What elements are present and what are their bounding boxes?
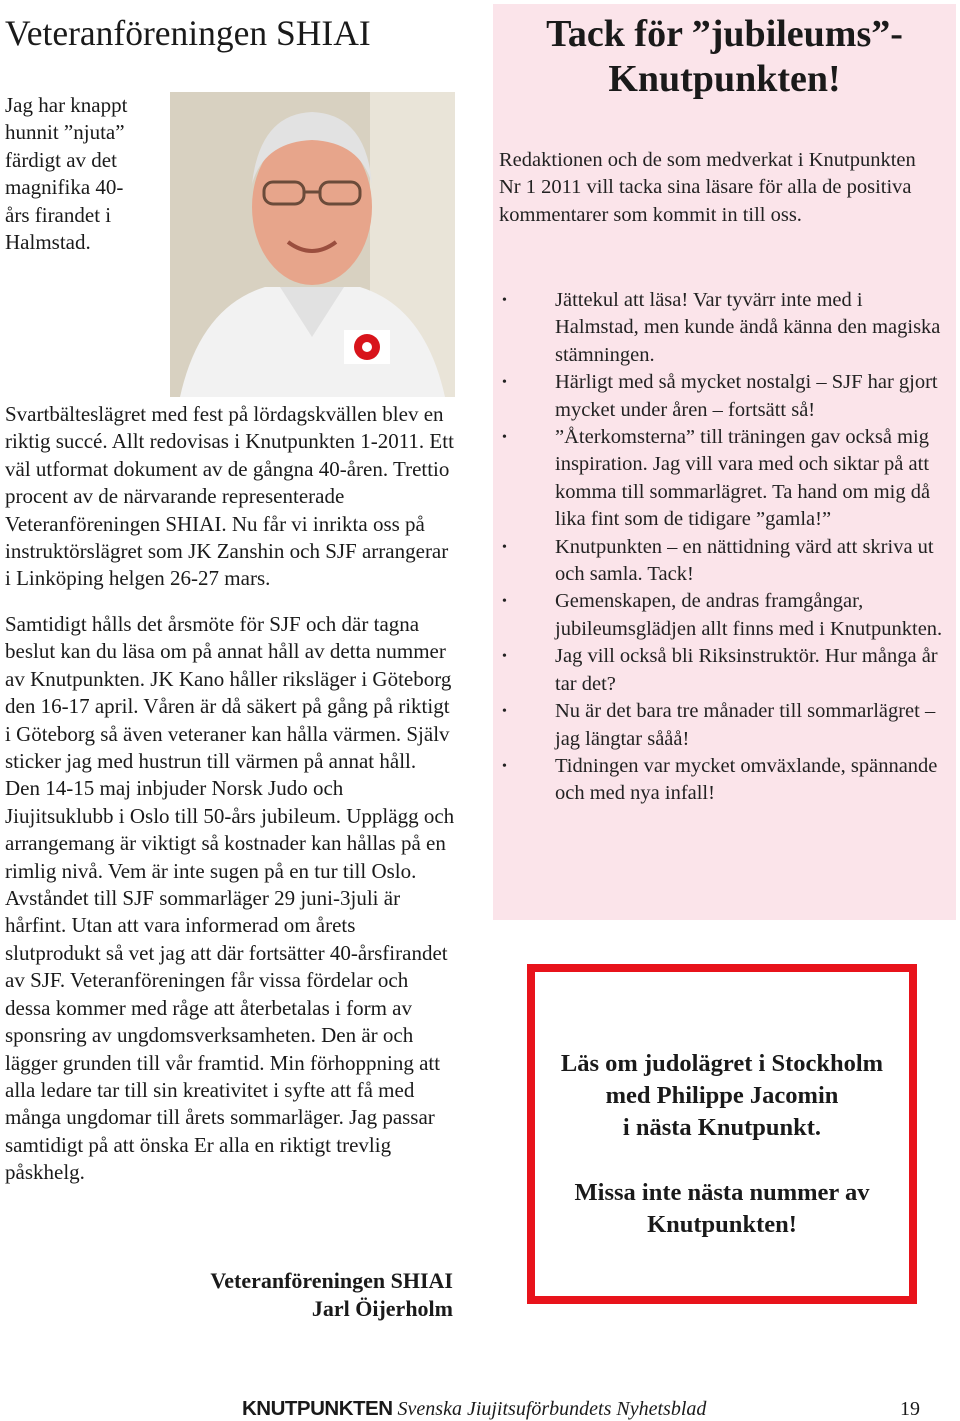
list-item: • Jag vill också bli Riksinstruktör. Hur många år tar det? [502, 645, 938, 695]
list-item: • Tidningen var mycket omväxlande, spännande och med nya infall! [502, 754, 938, 805]
footer-brand: KNUTPUNKTEN [242, 1397, 393, 1420]
promo-line-4: Missa inte nästa nummer av [574, 1179, 870, 1206]
reader-quotes-list [493, 287, 956, 808]
bullet-icon: • [502, 649, 507, 665]
next-issue-promo-box [527, 964, 917, 1304]
thanks-box [493, 4, 956, 920]
bullet-icon: • [502, 293, 507, 308]
promo-block-2 [535, 1177, 909, 1241]
signature-author: Jarl Öijerholm [311, 1296, 453, 1321]
list-item: • Knutpunkten – en nättidning värd att skriva ut och samla. Tack! [502, 535, 934, 586]
page-number: 19 [900, 1398, 920, 1420]
paragraph-1-text: Jag har knappt hunnit ”njuta” färdigt av det magnifika 40-års firandet i Halmstad. Svartbälteslägret med fest på lördagskvällen blev en riktig succé. Allt redovisas i Knutpunkten 1-2011. Ett väl utformat dokument av de gångna 40-åren. Trettio procent av de närvarande representerade Veteranföreningen SHIAI. Nu får vi inrikta oss på instruktörslägret som JK Zanshin och SJF arrangerar i Linköping helgen 26-27 mars. [5, 93, 454, 591]
article-title: Veteranföreningen SHIAI [5, 13, 371, 53]
footer-subtitle: Svenska Jiujitsuförbundets Nyhetsblad [397, 1398, 707, 1420]
promo-line-2: med Philippe Jacomin [605, 1082, 839, 1109]
bullet-icon: • [502, 758, 507, 774]
promo-line-3: i nästa Knutpunkt. [622, 1114, 822, 1141]
article-paragraph-1 [5, 92, 455, 593]
bullet-icon: • [502, 375, 507, 391]
list-item: • ”Återkomsterna” till träningen gav också mig inspiration. Jag vill vara med och siktar på att komma till sommarlägret. Ta hand om mig då lika fint som de tidigare ”gamla!” [502, 426, 931, 531]
list-item: • Jättekul att läsa! Var tyvärr inte med i Halmstad, men kunde ändå känna den magiska stämningen. [502, 289, 941, 366]
article-paragraph-2: Samtidigt hålls det årsmöte för SJF och där tagna beslut kan du läsa om på annat håll av detta nummer av Knutpunkten. JK Kano håller riksläger i Göteborg den 16-17 april. Våren är då säkert på gång på riktigt i Göteborg så även veteraner kan hålla värmen. Själv sticker jag med hustrun till värmen på annat håll. Den 14-15 maj inbjuder Norsk Judo och Jiujitsuklubb i Oslo till 50-års jubileum. Upplägg och arrangemang är viktigt så kostnader kan hållas på en rimlig nivå. Vem är inte sugen på en tur till Oslo. Avståndet till SJF sommarläger 29 juni-3juli är hårfint. Utan att vara informerad om årets slutprodukt så vet jag att där fortsätter 40-årsfirandet av SJF. Veteranföreningen får vissa fördelar och dessa kommer med råge att återbetalas i form av sponsring av ungdomsverksamheten. Den är och lägger grunden till vår framtid. Min förhoppning att alla ledare tar till sin kreativitet i syfte att få med många ungdomar till årets sommarläger. Jag passar samtidigt på att önska Er alla en riktigt trevlig påskhelg. [5, 612, 455, 1185]
thanks-title: Tack för ”jubileums”-Knutpunkten! [546, 13, 903, 100]
promo-block-1 [535, 1048, 909, 1144]
bullet-icon: • [502, 704, 507, 720]
bullet-icon: • [502, 594, 507, 610]
promo-line-1: Läs om judolägret i Stockholm [560, 1050, 884, 1077]
portrait-photo-icon [170, 92, 455, 397]
thanks-intro: Redaktionen och de som medverkat i Knutpunkten Nr 1 2011 vill tacka sina läsare för alla de positiva kommentarer som kommit in till oss. [499, 149, 916, 226]
bullet-icon: • [502, 539, 507, 555]
signature-org: Veteranföreningen SHIAI [210, 1268, 453, 1293]
signature [210, 1267, 453, 1323]
author-photo [170, 92, 455, 397]
promo-line-5: Knutpunkten! [647, 1211, 797, 1238]
bullet-icon: • [502, 430, 507, 446]
page-footer [242, 1397, 706, 1421]
list-item: • Gemenskapen, de andras framgångar, jubileumsglädjen allt finns med i Knutpunkten. [502, 590, 943, 640]
list-item: • Nu är det bara tre månader till sommarlägret – jag längtar sååå! [502, 700, 936, 750]
list-item: • Härligt med så mycket nostalgi – SJF har gjort mycket under åren – fortsätt så! [502, 371, 938, 421]
